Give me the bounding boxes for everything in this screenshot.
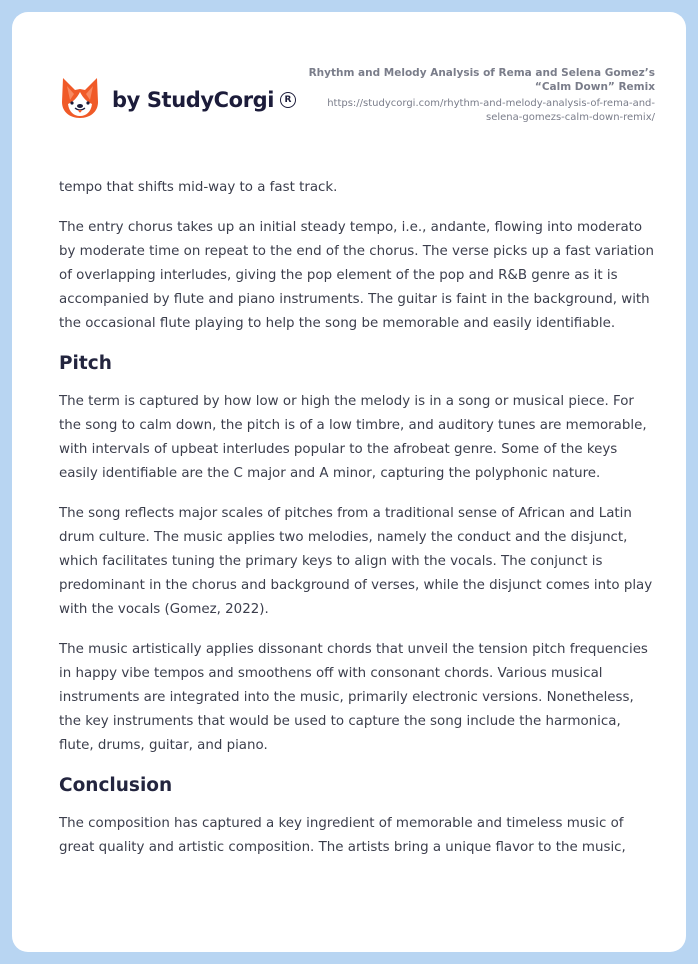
section-heading-conclusion: Conclusion — [59, 775, 173, 796]
paragraph: The composition has captured a key ingredient of memorable and timeless music of great quality and artistic composition. The artists bring a unique flavor to the music, — [59, 816, 626, 855]
paragraph: tempo that shifts mid-way to a fast track. — [59, 180, 338, 195]
page-header — [12, 12, 686, 162]
paragraph: The term is captured by how low or high the melody is in a song or musical piece. For the song to calm down, the pitch is of a low timbre, and auditory tunes are memorable, with intervals of upbeat interludes popular to the afrobeat genre. Some of the keys easily identifiable are the C major and A minor, capturing the polyphonic nature. — [59, 394, 647, 481]
section-heading-pitch: Pitch — [59, 353, 112, 374]
paragraph: The music artistically applies dissonant chords that unveil the tension pitch frequencies in happy vibe tempos and smoothens off with consonant chords. Various musical instruments are integrated into the music, primarily electronic versions. Nonetheless, the key instruments that would be used to capture the song include the harmonica, flute, drums, guitar, and piano. — [59, 642, 648, 753]
brand-name: by StudyCorgi — [112, 88, 275, 112]
paragraph: The entry chorus takes up an initial steady tempo, i.e., andante, flowing into moderato by moderate time on repeat to the end of the chorus. The verse picks up a fast variation of overlapping interludes, giving the pop element of the pop and R&B genre as it is accompanied by flute and piano instruments. The guitar is faint in the background, with the occasional flute playing to help the song be memorable and easily identifiable. — [59, 220, 654, 331]
document-title: Rhythm and Melody Analysis of Rema and Selena Gomez’s “Calm Down” Remix — [308, 67, 655, 93]
studycorgi-logo[interactable] — [60, 76, 274, 120]
corgi-icon — [60, 76, 100, 120]
document-meta — [295, 66, 655, 125]
document-url[interactable]: https://studycorgi.com/rhythm-and-melody-analysis-of-rema-and-selena-gomezs-calm-down-remix/ — [327, 98, 655, 123]
paragraph: The song reflects major scales of pitches from a traditional sense of African and Latin drum culture. The music applies two melodies, namely the conduct and the disjunct, which facilitates tuning the primary keys to align with the vocals. The conjunct is predominant in the chorus and background of verses, while the disjunct comes into play with the vocals (Gomez, 2022). — [59, 506, 653, 617]
document-page — [12, 12, 686, 952]
registered-trademark-icon: R — [280, 92, 296, 108]
article-body — [59, 176, 659, 876]
